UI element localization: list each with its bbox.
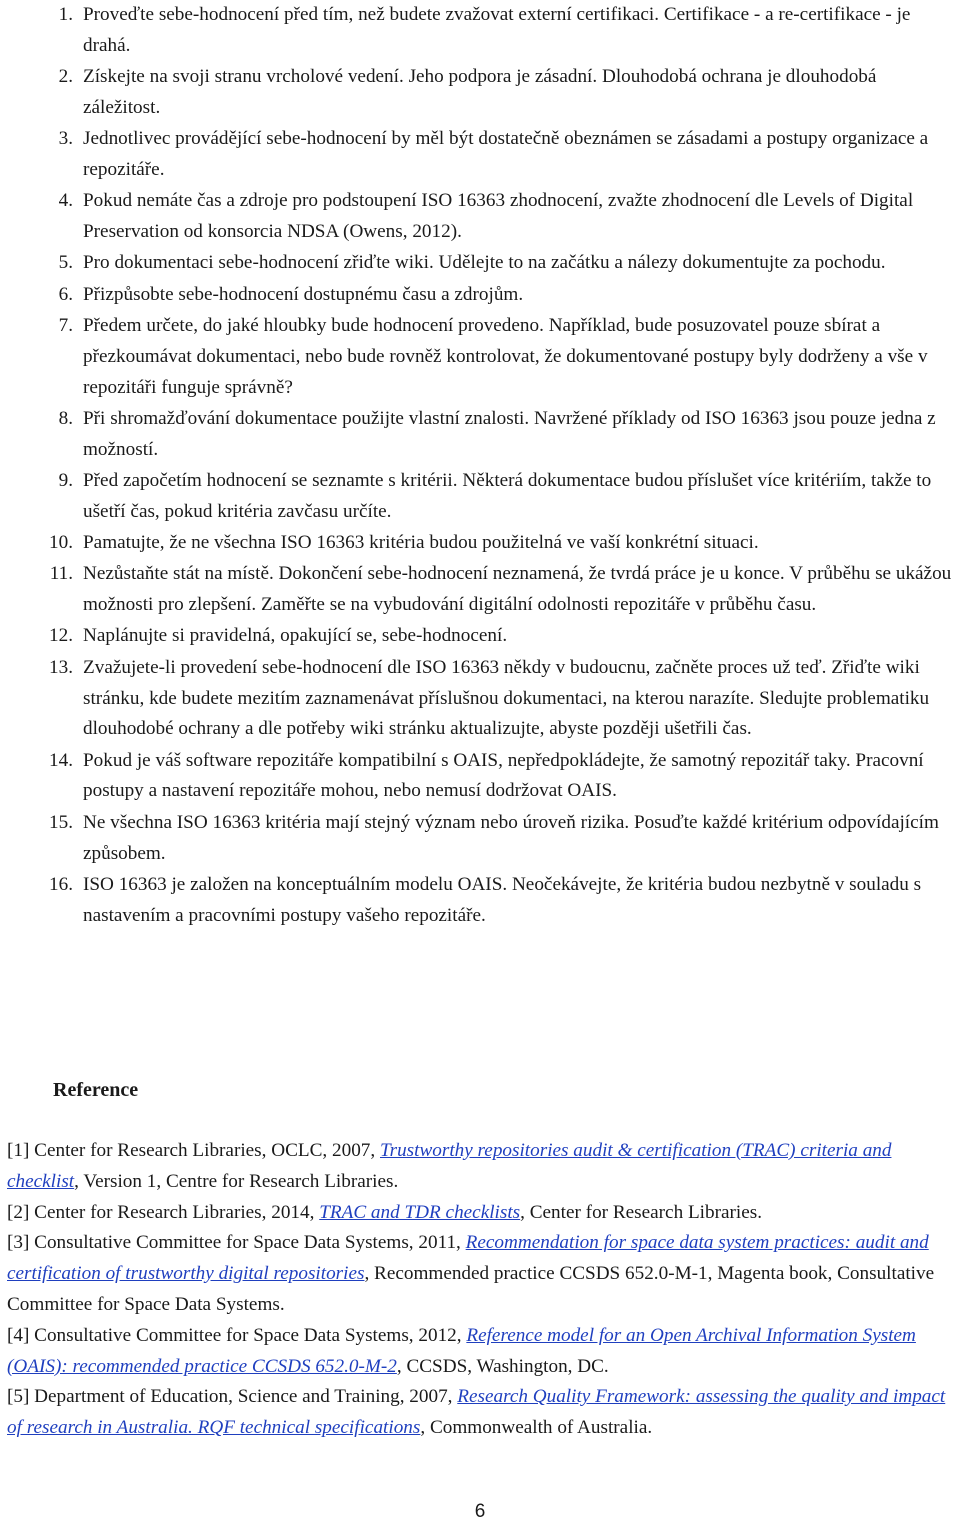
reference-suffix: , CCSDS, Washington, DC. — [396, 1355, 609, 1377]
reference-entry — [7, 1228, 955, 1320]
reference-prefix: [5] Department of Education, Science and Training, 2007, — [7, 1386, 458, 1408]
list-item — [0, 404, 960, 466]
list-item-text: Jednotlivec provádějící sebe-hodnocení by měl být dostatečně obeznámen se zásadami a postupy organizace a repozitáře. — [83, 128, 929, 180]
list-item — [0, 808, 960, 870]
list-item-text: Naplánujte si pravidelná, opakující se, sebe-hodnocení. — [83, 625, 508, 647]
reference-prefix: [3] Consultative Committee for Space Data Systems, 2011, — [7, 1232, 466, 1254]
list-item — [0, 62, 960, 124]
list-item-number: 16. — [49, 873, 73, 895]
list-item-text: Nezůstaňte stát na místě. Dokončení sebe-hodnocení neznamená, že tvrdá práce je u konce. V průběhu se ukážou možnosti pro zlepšení. Zaměřte se na vybudování digitální odolnosti repozitáře v průběhu času. — [83, 563, 952, 616]
list-item — [0, 528, 960, 559]
list-item — [0, 186, 960, 248]
reference-prefix: [2] Center for Research Libraries, 2014, — [7, 1201, 320, 1223]
reference-suffix: , Recommended practice CCSDS 652.0-M-1, Magenta book, Consultative Committee for Space Data Systems. — [7, 1263, 935, 1315]
list-item-number: 10. — [49, 532, 73, 554]
reference-link[interactable]: Recommendation for space data system practices: audit and certification of trustworthy digital repositories — [7, 1232, 929, 1285]
list-item-text: Pamatujte, že ne všechna ISO 16363 kritéria budou použitelná ve vaší konkrétní situaci. — [83, 532, 759, 554]
references-list — [7, 1136, 955, 1444]
list-item-text: ISO 16363 je založen na konceptuálním modelu OAIS. Neočekávejte, že kritéria budou nezbytně v souladu s nastavením a pracovními postupy vašeho repozitáře. — [83, 873, 922, 926]
list-item-text: Před započetím hodnocení se seznamte s kritérii. Některá dokumentace budou příslušet více kritériím, takže to ušetří čas, pokud kritéria zavčasu určíte. — [83, 469, 932, 522]
list-item-text: Proveďte sebe-hodnocení před tím, než budete zvažovat externí certifikaci. Certifikace - a re-certifikace - je drahá. — [83, 4, 911, 56]
list-item-text: Přizpůsobte sebe-hodnocení dostupnému času a zdrojům. — [83, 283, 524, 305]
list-item — [0, 653, 960, 745]
list-item-number: 5. — [58, 252, 73, 274]
list-item-number: 8. — [58, 407, 73, 429]
reference-suffix: , Center for Research Libraries. — [520, 1201, 763, 1223]
list-item-number: 11. — [49, 563, 73, 585]
list-item-text: Při shromažďování dokumentace použijte vlastní znalosti. Navržené příklady od ISO 16363 jsou pouze jedna z možností. — [83, 407, 936, 460]
list-item-number: 3. — [58, 128, 73, 150]
list-item-text: Ne všechna ISO 16363 kritéria mají stejný význam nebo úroveň rizika. Posuďte každé kritérium odpovídajícím způsobem. — [83, 811, 939, 864]
list-item — [0, 248, 960, 279]
list-item-number: 15. — [49, 811, 73, 833]
list-item-number: 12. — [49, 625, 73, 647]
list-item — [0, 559, 960, 621]
list-item-text: Zvažujete-li provedení sebe-hodnocení dle ISO 16363 někdy v budoucnu, začněte proces už teď. Zřiďte wiki stránku, kde budete mezitím zaznamenávat příslušnou dokumentaci, na kterou narazíte. Sledujte problematiku dlouhodobé ochrany a dle potřeby wiki stránku aktualizujte, abyste později ušetřili čas. — [83, 656, 930, 740]
list-item-number: 9. — [58, 469, 73, 491]
reference-entry — [7, 1198, 955, 1229]
reference-suffix: , Commonwealth of Australia. — [420, 1417, 653, 1439]
reference-entry — [7, 1136, 955, 1198]
list-item-number: 2. — [58, 66, 73, 88]
list-item-number: 7. — [58, 314, 73, 336]
list-item — [0, 621, 960, 652]
list-item-text: Získejte na svoji stranu vrcholové vedení. Jeho podpora je zásadní. Dlouhodobá ochrana je dlouhodobá záležitost. — [83, 66, 877, 118]
list-item-number: 1. — [58, 4, 73, 25]
list-item — [0, 280, 960, 311]
list-item-text: Pro dokumentaci sebe-hodnocení zřiďte wiki. Udělejte to na začátku a nálezy dokumentujte za pochodu. — [83, 252, 886, 274]
list-item — [0, 311, 960, 403]
list-item-text: Pokud nemáte čas a zdroje pro podstoupení ISO 16363 zhodnocení, zvažte zhodnocení dle Levels of Digital Preservation od konsorcia NDSA (Owens, 2012). — [83, 190, 914, 243]
page-number: 6 — [474, 1501, 486, 1522]
list-item — [0, 870, 960, 932]
list-item-text: Předem určete, do jaké hloubky bude hodnocení provedeno. Například, bude posuzovatel pouze sbírat a přezkoumávat dokumentaci, nebo bude rovněž kontrolovat, že dokumentované postupy byly dodrženy a vše v repozitáři funguje správně? — [83, 314, 928, 398]
reference-entry — [7, 1321, 955, 1383]
reference-link[interactable]: TRAC and TDR checklists — [319, 1201, 521, 1223]
list-item-number: 4. — [58, 190, 73, 212]
list-item — [0, 0, 960, 62]
reference-entry — [7, 1382, 955, 1444]
list-item — [0, 124, 960, 186]
reference-link[interactable]: Research Quality Framework: assessing the quality and impact of research in Australia. RQF technical specifications — [7, 1386, 946, 1439]
reference-suffix: , Version 1, Centre for Research Libraries. — [74, 1170, 399, 1192]
list-item — [0, 746, 960, 808]
list-item-number: 14. — [49, 749, 73, 771]
list-item-number: 6. — [58, 283, 73, 305]
reference-link[interactable]: Trustworthy repositories audit & certification (TRAC) criteria and checklist — [7, 1140, 892, 1192]
references-heading: Reference — [53, 1079, 139, 1101]
reference-prefix: [4] Consultative Committee for Space Data Systems, 2012, — [7, 1324, 467, 1346]
reference-link[interactable]: Reference model for an Open Archival Information System (OAIS): recommended practice CCSDS 652.0-M-2 — [7, 1324, 916, 1377]
list-item-text: Pokud je váš software repozitáře kompatibilní s OAIS, nepředpokládejte, že samotný repozitář taky. Pracovní postupy a nastavení repozitáře mohou, nebo nemusí dodržovat OAIS. — [83, 749, 924, 802]
list-item — [0, 466, 960, 528]
list-item-number: 13. — [49, 656, 73, 678]
reference-prefix: [1] Center for Research Libraries, OCLC, 2007, — [7, 1140, 380, 1161]
